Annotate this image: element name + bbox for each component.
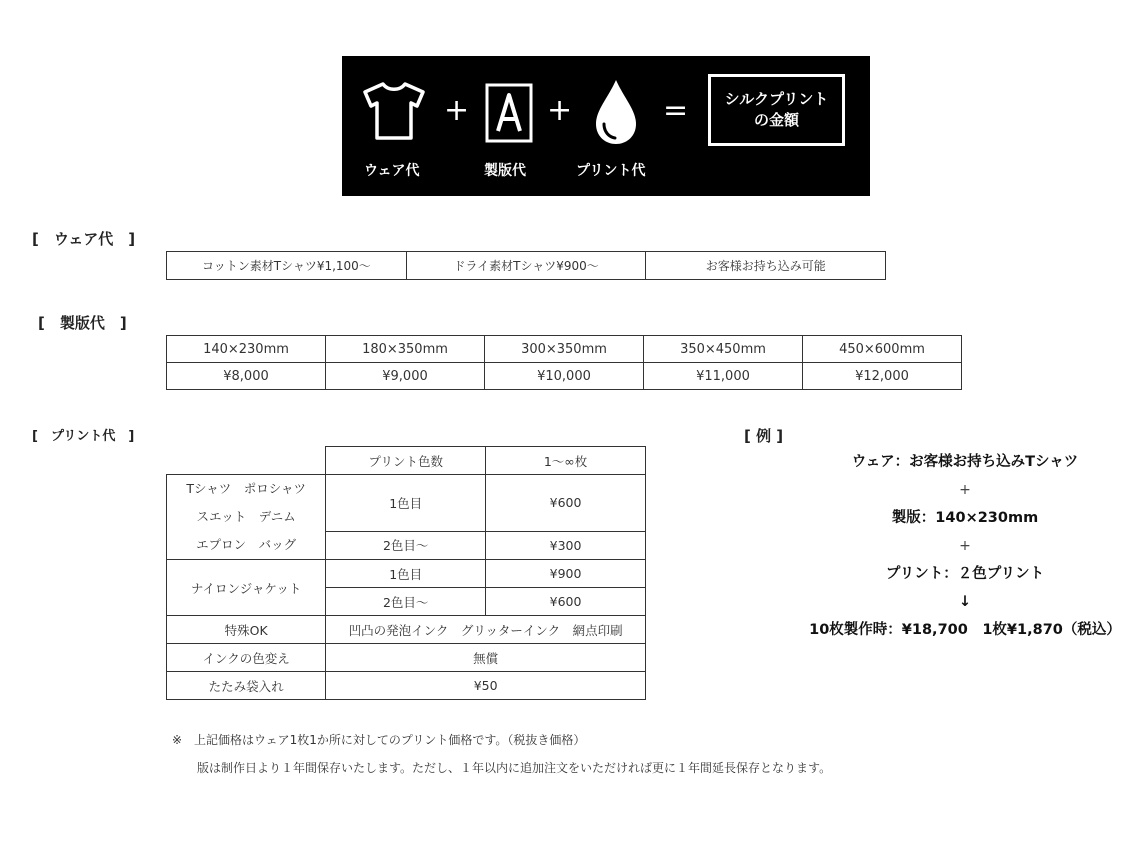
print-heading: [ プリント代 ]	[32, 429, 135, 444]
print-price-2color: ¥300	[486, 531, 646, 559]
plate-price: ¥11,000	[644, 363, 803, 390]
print-group-nylon: ナイロンジャケット	[167, 560, 326, 616]
print-ink-change-value: 無償	[326, 644, 646, 672]
print-ink-change-label: インクの色変え	[167, 644, 326, 672]
plate-heading: [ 製版代 ]	[38, 314, 127, 332]
plate-a-icon	[485, 83, 533, 147]
tshirt-icon	[360, 80, 428, 146]
example-wear: ウェア：お客様お持ち込みTシャツ	[851, 454, 1079, 470]
banner-result-box	[708, 74, 845, 146]
plate-size: 300×350mm	[485, 336, 644, 363]
print-nylon-price-2color: ¥600	[486, 588, 646, 616]
banner-plus-2: +	[547, 93, 573, 128]
plate-size: 450×600mm	[803, 336, 962, 363]
example-heading: [ 例 ]	[744, 427, 784, 445]
note-line-1: ※ 上記価格はウェア1枚1か所に対してのプリント価格です。（税抜き価格）	[172, 733, 586, 747]
print-group-general-line2: スエット デニム	[196, 509, 296, 524]
print-table	[166, 446, 646, 700]
banner-equals: =	[663, 93, 689, 128]
banner-result-line2: の金額	[753, 111, 799, 129]
print-special-value: 凹凸の発泡インク グリッターインク 網点印刷	[326, 616, 646, 644]
plate-size: 140×230mm	[167, 336, 326, 363]
plate-table	[166, 335, 962, 390]
plate-price: ¥12,000	[803, 363, 962, 390]
plate-size: 180×350mm	[326, 336, 485, 363]
banner-plate-label: 製版代	[484, 163, 526, 179]
ink-drop-icon	[592, 78, 640, 150]
arrow-down-icon: ↓	[958, 594, 972, 610]
print-header-colors: プリント色数	[326, 447, 486, 475]
example-plus-1: +	[959, 482, 971, 498]
print-group-general-line1: Tシャツ ポロシャツ	[186, 481, 306, 496]
example-total: 10枚製作時：¥18,700 1枚¥1,870（税込）	[809, 622, 1121, 638]
plate-price-row	[167, 363, 962, 390]
print-nylon-price-1color: ¥900	[486, 560, 646, 588]
banner-print-label: プリント代	[576, 163, 646, 179]
print-header-qty: 1〜∞枚	[486, 447, 646, 475]
price-formula-banner	[342, 56, 870, 196]
plate-price: ¥9,000	[326, 363, 485, 390]
note-line-2: 版は制作日より１年間保存いたします。ただし、１年以内に追加注文をいただければ更に１年間延長保存となります。	[197, 761, 832, 775]
wear-item-dry: ドライ素材Tシャツ¥900〜	[406, 252, 646, 280]
plate-price: ¥10,000	[485, 363, 644, 390]
notes	[172, 726, 831, 782]
example-block	[800, 448, 1130, 644]
print-nylon-color-1: 1色目	[326, 560, 486, 588]
print-bag-label: たたみ袋入れ	[167, 672, 326, 700]
print-group-general	[167, 475, 326, 560]
print-group-general-line3: エプロン バッグ	[196, 537, 297, 552]
plate-price: ¥8,000	[167, 363, 326, 390]
example-print: プリント：２色プリント	[885, 566, 1045, 582]
print-color-1: 1色目	[326, 475, 486, 532]
wear-item-bring-own: お客様お持ち込み可能	[646, 252, 886, 280]
print-table-corner	[167, 447, 326, 475]
print-price-1color: ¥600	[486, 475, 646, 532]
print-color-2: 2色目〜	[326, 531, 486, 559]
example-plus-2: +	[959, 538, 971, 554]
banner-wear-label: ウェア代	[364, 163, 420, 179]
plate-size-row	[167, 336, 962, 363]
wear-table	[166, 251, 886, 280]
print-bag-value: ¥50	[326, 672, 646, 700]
banner-plus-1: +	[444, 93, 470, 128]
print-nylon-color-2: 2色目〜	[326, 588, 486, 616]
banner-result-line1: シルクプリント	[724, 90, 829, 108]
print-special-label: 特殊OK	[167, 616, 326, 644]
plate-size: 350×450mm	[644, 336, 803, 363]
wear-item-cotton: コットン素材Tシャツ¥1,100〜	[167, 252, 407, 280]
example-plate: 製版：140×230mm	[891, 510, 1039, 526]
wear-heading: [ ウェア代 ]	[32, 230, 136, 248]
